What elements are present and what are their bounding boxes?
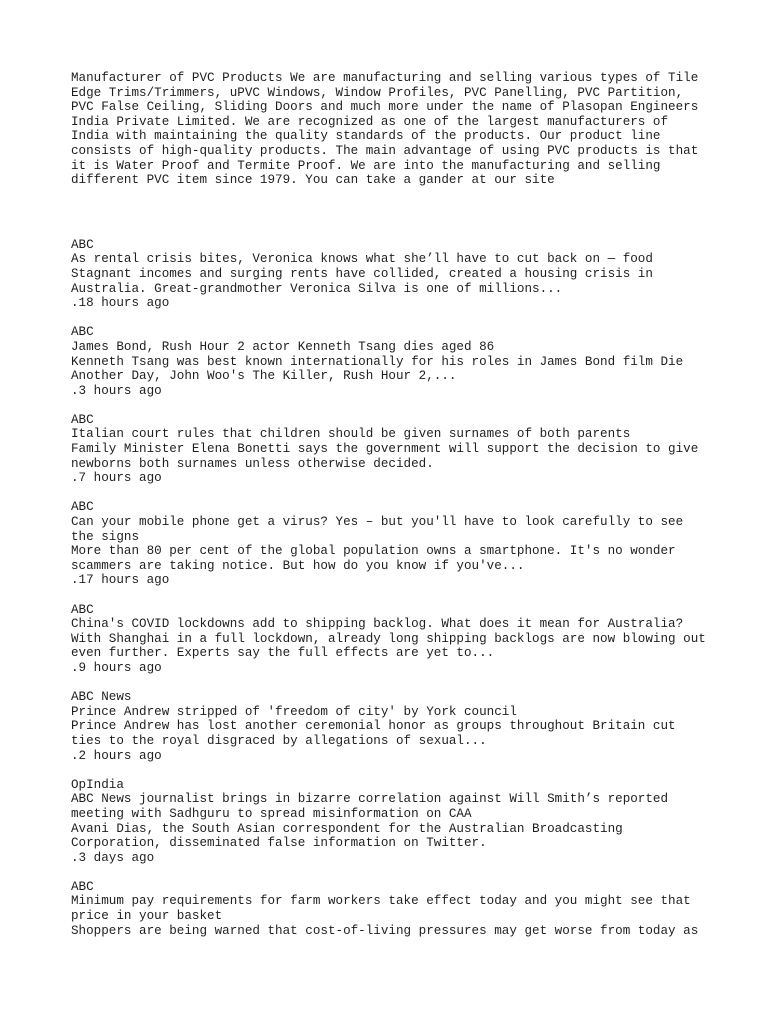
document-page: [71, 71, 711, 953]
news-source: ABC: [71, 237, 94, 252]
news-headline[interactable]: Italian court rules that children should be given surnames of both parents: [71, 427, 631, 442]
news-item: [71, 325, 711, 398]
news-headline[interactable]: China's COVID lockdowns add to shipping backlog. What does it mean for Australia?: [71, 617, 684, 632]
news-headline[interactable]: Minimum pay requirements for farm workers take effect today and you might see that price in your basket: [71, 894, 691, 924]
news-time: .7 hours ago: [71, 471, 162, 486]
news-time: .3 hours ago: [71, 383, 162, 398]
news-time: .18 hours ago: [71, 296, 170, 311]
news-source: OpIndia: [71, 777, 124, 792]
news-item: [71, 778, 711, 866]
news-source: ABC: [71, 325, 94, 340]
news-summary: Shoppers are being warned that cost-of-living pressures may get worse from today as: [71, 923, 699, 938]
news-item: [71, 238, 711, 311]
news-headline[interactable]: ABC News journalist brings in bizarre correlation against Will Smith’s reported meeting with Sadhguru to spread misinformation on CAA: [71, 792, 669, 821]
news-list: [71, 238, 711, 939]
news-summary: Kenneth Tsang was best known internationally for his roles in James Bond film Die Another Day, John Woo's The Killer, Rush Hour 2,...: [71, 354, 684, 384]
news-item: [71, 603, 711, 676]
news-summary: More than 80 per cent of the global population owns a smartphone. It's no wonder scammers are taking notice. But how do you know if you've...: [71, 544, 676, 573]
news-summary: Family Minister Elena Bonetti says the government will support the decision to give newborns both surnames unless otherwise decided.: [71, 442, 699, 471]
news-source: ABC News: [71, 690, 132, 705]
news-headline[interactable]: As rental crisis bites, Veronica knows what she’ll have to cut back on — food: [71, 252, 653, 267]
news-time: .2 hours ago: [71, 748, 162, 763]
news-item: [71, 500, 711, 588]
news-summary: Avani Dias, the South Asian correspondent for the Australian Broadcasting Corporation, disseminated false information on Twitter.: [71, 821, 623, 851]
news-source: ABC: [71, 879, 94, 894]
news-time: .17 hours ago: [71, 573, 170, 588]
news-headline[interactable]: James Bond, Rush Hour 2 actor Kenneth Tsang dies aged 86: [71, 339, 495, 354]
news-summary: Stagnant incomes and surging rents have collided, created a housing crisis in Australia. Great-grandmother Veronica Silva is one of millions...: [71, 266, 653, 296]
news-summary: Prince Andrew has lost another ceremonial honor as groups throughout Britain cut ties to the royal disgraced by allegations of sexual...: [71, 719, 676, 748]
news-item: [71, 880, 711, 938]
news-source: ABC: [71, 500, 94, 515]
news-item: [71, 413, 711, 486]
news-source: ABC: [71, 412, 94, 427]
news-time: .3 days ago: [71, 850, 155, 865]
news-summary: With Shanghai in a full lockdown, already long shipping backlogs are now blowing out even further. Experts say the full effects are yet to...: [71, 631, 706, 661]
news-item: [71, 690, 711, 763]
intro-paragraph: Manufacturer of PVC Products We are manufacturing and selling various types of Tile Edge Trims/Trimmers, uPVC Windows, Window Profiles, PVC Panelling, PVC Partition, PVC False Ceiling, Sliding Doors and much more under the name of Plasopan Engineers India Private Limited. We are recognized as one of the largest manufacturers of India with maintaining the quality standards of the products. Our product line consists of high-quality products. The main advantage of using PVC products is that it is Water Proof and Termite Proof. We are into the manufacturing and selling different PVC item since 1979. You can take a gander at our site: [71, 71, 699, 188]
news-source: ABC: [71, 602, 94, 617]
news-headline[interactable]: Can your mobile phone get a virus? Yes – but you'll have to look carefully to see the signs: [71, 515, 684, 544]
news-time: .9 hours ago: [71, 660, 162, 675]
news-headline[interactable]: Prince Andrew stripped of 'freedom of city' by York council: [71, 704, 517, 719]
